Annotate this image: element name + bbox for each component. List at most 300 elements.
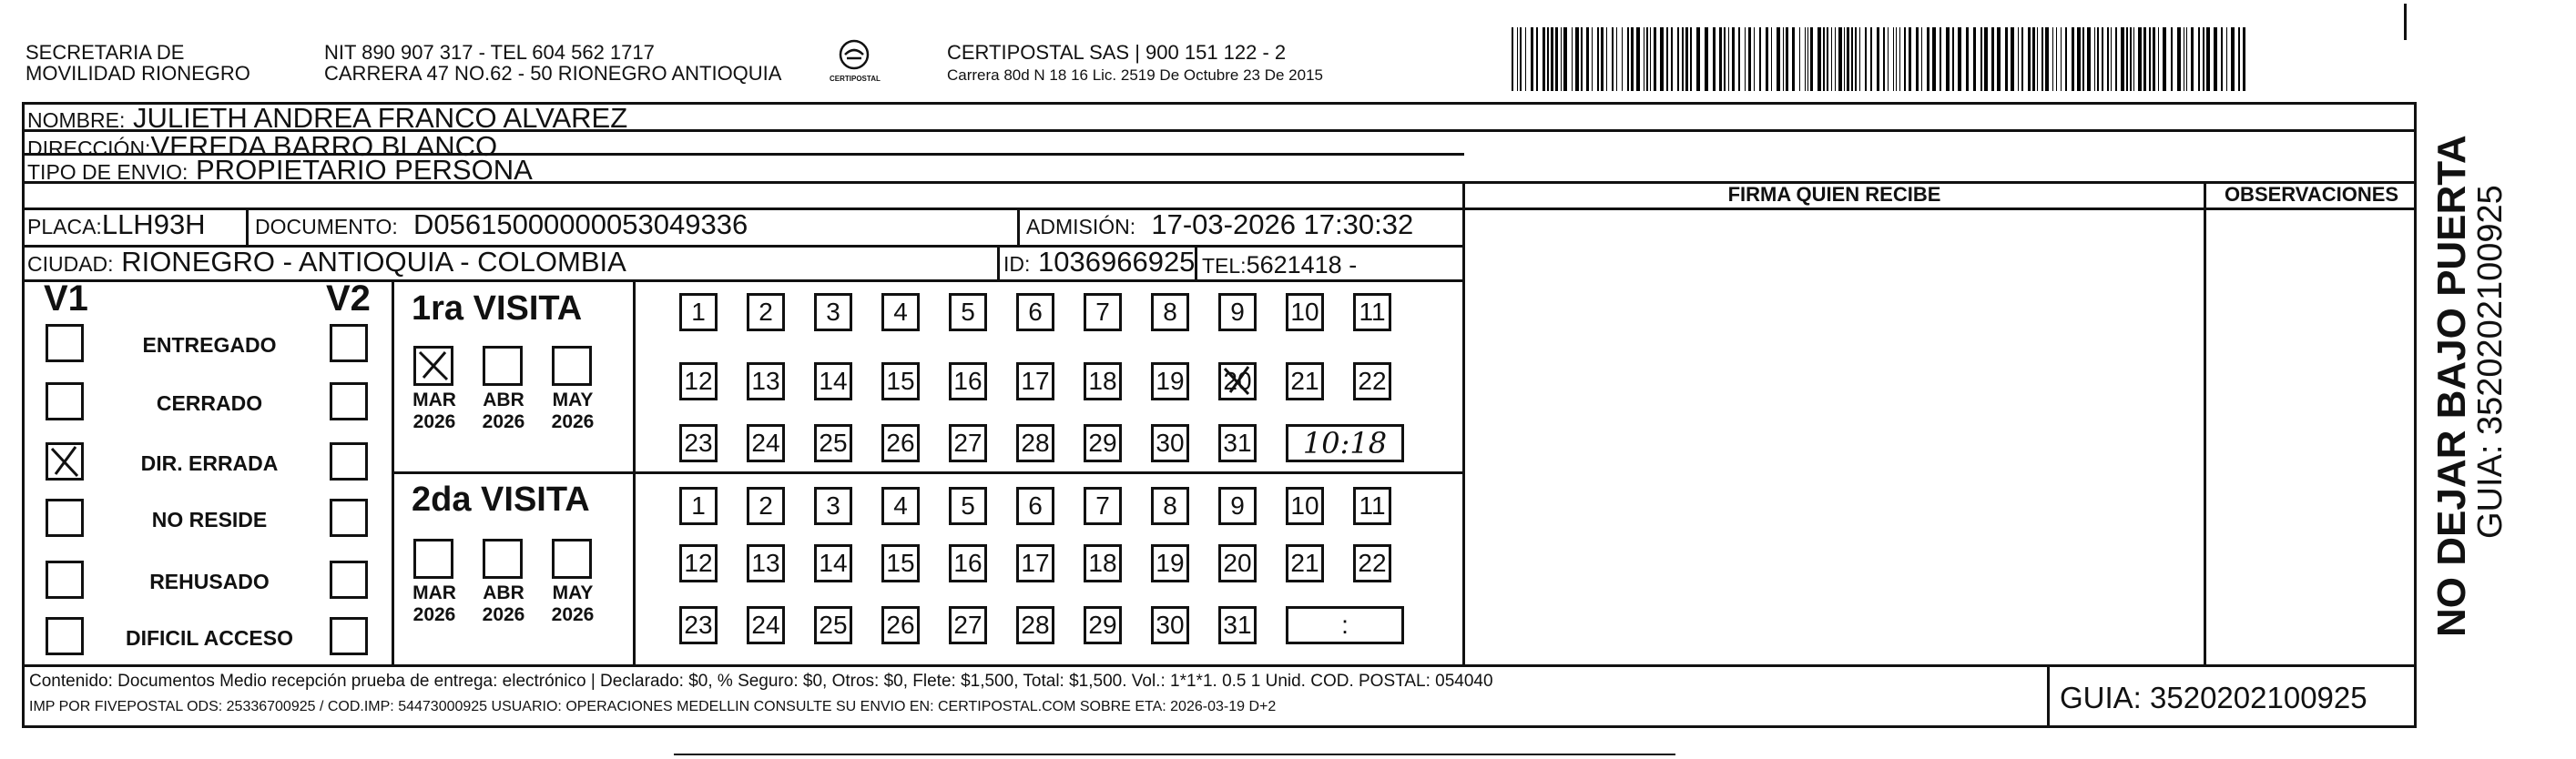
barcode-bar (1543, 27, 1545, 91)
day-cell[interactable]: 27 (949, 606, 987, 644)
v2-checkbox[interactable] (330, 561, 368, 599)
month-year: 2026 (551, 411, 595, 432)
month-label (541, 582, 605, 626)
v2-checkbox[interactable] (330, 499, 368, 537)
sender-name-line1: SECRETARIA DE (25, 41, 185, 64)
barcode-bar (1865, 27, 1867, 91)
barcode-bar (1606, 27, 1607, 91)
status-label: DIR. ERRADA (140, 451, 279, 475)
barcode-bar (1973, 27, 1976, 91)
day-cell[interactable]: 4 (881, 487, 920, 525)
barcode-bar (1597, 27, 1599, 91)
barcode-bar (1810, 27, 1813, 91)
v2-header: V2 (326, 278, 371, 319)
day-cell[interactable]: 23 (679, 424, 718, 462)
barcode-bar (1932, 27, 1936, 91)
day-cell[interactable]: 20 (1218, 544, 1257, 582)
barcode-bar (2028, 27, 2031, 91)
barcode-bar (1792, 27, 1795, 91)
day-cell[interactable]: 7 (1084, 487, 1122, 525)
barcode-bar (2153, 27, 2155, 91)
status-label: NO RESIDE (151, 508, 268, 531)
month-year: 2026 (482, 604, 525, 625)
barcode-bar (2041, 27, 2043, 91)
day-cell[interactable]: 7 (1084, 293, 1122, 331)
barcode-bar (2102, 27, 2103, 91)
barcode-bar (1646, 27, 1648, 91)
day-cell[interactable]: 2 (747, 293, 785, 331)
barcode-bar (2243, 27, 2245, 91)
barcode-bar (1940, 27, 1941, 91)
barcode-bar (2097, 27, 2099, 91)
status-label: DIFICIL ACCESO (125, 626, 293, 650)
day-cell[interactable]: 30 (1151, 424, 1189, 462)
day-cell[interactable]: 29 (1084, 424, 1122, 462)
day-cell[interactable]: 13 (747, 544, 785, 582)
day-cell[interactable]: 17 (1016, 544, 1054, 582)
barcode-bar (1851, 27, 1853, 91)
barcode-bar (1671, 27, 1673, 91)
month-label (402, 582, 466, 626)
barcode-bar (1631, 27, 1634, 91)
margin-tick (2404, 4, 2407, 40)
admision-row (1026, 209, 1413, 242)
month-checkbox[interactable] (413, 539, 453, 579)
barcode-bar (1561, 27, 1562, 91)
day-cell[interactable]: 25 (814, 606, 852, 644)
day-cell[interactable]: 27 (949, 424, 987, 462)
month-label (472, 390, 535, 433)
barcode-bar (2011, 27, 2014, 91)
barcode-bar (1916, 27, 1919, 91)
day-cell[interactable]: 16 (949, 544, 987, 582)
barcode-bar (1966, 27, 1969, 91)
barcode-bar (1654, 27, 1656, 91)
barcode-bar (2005, 27, 2008, 91)
barcode-bar (2226, 27, 2227, 91)
barcode-bar (1650, 27, 1651, 91)
day-cell[interactable]: 1 (679, 487, 718, 525)
barcode-bar (2052, 27, 2053, 91)
barcode-bar (2082, 27, 2084, 91)
barcode-bar (1927, 27, 1929, 91)
nombre-value: JULIETH ANDREA FRANCO ALVAREZ (132, 102, 628, 134)
no-dejar-text: NO DEJAR BAJO PUERTA (2429, 135, 2474, 637)
day-cell[interactable]: 13 (747, 362, 785, 400)
day-cell[interactable]: 31 (1218, 424, 1257, 462)
barcode-bar (2045, 27, 2049, 91)
barcode-bar (1984, 27, 1988, 91)
month-label (541, 390, 605, 433)
barcode-bar (1958, 27, 1961, 91)
barcode-bar (2107, 27, 2109, 91)
barcode-bar (1575, 27, 1579, 91)
day-cell[interactable]: 16 (949, 362, 987, 400)
barcode-bar (2056, 27, 2057, 91)
v1-checkbox[interactable] (46, 442, 84, 481)
barcode-bar (2138, 27, 2142, 91)
barcode-bar (2203, 27, 2204, 91)
day-cell[interactable]: 21 (1286, 362, 1324, 400)
day-cell[interactable]: 3 (814, 293, 852, 331)
barcode-bar (2143, 27, 2146, 91)
firma-header: FIRMA QUIEN RECIBE (1727, 183, 1941, 206)
barcode-bar (1777, 27, 1780, 91)
day-cell[interactable]: 19 (1151, 362, 1189, 400)
placa-row (27, 209, 206, 242)
barcode-bar (2111, 27, 2112, 91)
barcode-bar (2021, 27, 2023, 91)
col-divider (997, 245, 1000, 279)
barcode-bar (1616, 27, 1617, 91)
day-cell[interactable]: 26 (881, 424, 920, 462)
id-label: ID: (1003, 252, 1031, 276)
barcode-bar (1547, 27, 1549, 91)
day-cell[interactable]: 20 (1218, 362, 1257, 400)
barcode-bar (1719, 27, 1722, 91)
day-cell[interactable]: 3 (814, 487, 852, 525)
day-cell[interactable]: 21 (1286, 544, 1324, 582)
barcode-bar (1870, 27, 1872, 91)
barcode-bar (1531, 27, 1533, 91)
barcode-bar (1601, 27, 1604, 91)
barcode-bar (1592, 27, 1593, 91)
month-checkbox[interactable] (413, 346, 453, 386)
barcode-bar (1835, 27, 1836, 91)
content-line: Contenido: Documentos Medio recepción prueba de entrega: electrónico | Declarado: $0, % Seguro: $0, Otros: $0, Flete: $1,500, Total: $1,500. Vol.: 1*1*1. 0.5 1 Unid. COD. POSTAL: 054040 (29, 672, 1493, 691)
barcode-bar (2221, 27, 2223, 91)
barcode-bar (1823, 27, 1825, 91)
barcode-bar (1705, 27, 1708, 91)
day-cell[interactable]: 22 (1353, 362, 1391, 400)
barcode-bar (1786, 27, 1788, 91)
barcode-bar (1847, 27, 1849, 91)
documento-value: D05615000000053049336 (412, 208, 748, 240)
barcode-bar (1551, 27, 1553, 91)
barcode-bar (1517, 27, 1518, 91)
day-cell[interactable]: 18 (1084, 362, 1122, 400)
barcode-bar (1666, 27, 1668, 91)
day-cell[interactable]: 28 (1016, 424, 1054, 462)
bottom-edge-line (674, 754, 1675, 755)
row-divider (22, 664, 2417, 667)
barcode-bar (1952, 27, 1954, 91)
barcode-bar (2177, 27, 2181, 91)
day-cell[interactable]: 24 (747, 606, 785, 644)
barcode-bar (1563, 27, 1567, 91)
v1-checkbox[interactable] (46, 617, 84, 655)
barcode-bar (1838, 27, 1842, 91)
barcode-bar (1696, 27, 1700, 91)
barcode-bar (1896, 27, 1897, 91)
day-cell[interactable]: 14 (814, 362, 852, 400)
day-cell[interactable]: 30 (1151, 606, 1189, 644)
barcode-bar (1520, 27, 1522, 91)
barcode-bar (2191, 27, 2194, 91)
day-cell[interactable]: 11 (1353, 487, 1391, 525)
day-cell[interactable]: 25 (814, 424, 852, 462)
tel-label: TEL: (1202, 254, 1247, 278)
day-cell[interactable]: 17 (1016, 362, 1054, 400)
tel-row (1202, 249, 1357, 281)
barcode-bar (1512, 27, 1513, 91)
admision-label: ADMISIÓN: (1026, 215, 1136, 238)
id-value: 1036966925 (1038, 246, 1196, 278)
day-cell[interactable]: 8 (1151, 293, 1189, 331)
day-cell[interactable]: 6 (1016, 293, 1054, 331)
barcode (1512, 27, 2249, 91)
month-checkbox[interactable] (483, 539, 523, 579)
barcode-bar (1724, 27, 1726, 91)
month-year: 2026 (551, 604, 595, 625)
barcode-bar (1636, 27, 1640, 91)
documento-label: DOCUMENTO: (255, 215, 398, 238)
barcode-bar (2126, 27, 2128, 91)
ciudad-value: RIONEGRO - ANTIOQUIA - COLOMBIA (121, 246, 626, 278)
month-checkbox[interactable] (552, 346, 592, 386)
barcode-bar (2198, 27, 2200, 91)
barcode-bar (1682, 27, 1684, 91)
month-checkbox[interactable] (552, 539, 592, 579)
barcode-bar (2238, 27, 2240, 91)
day-cell[interactable]: 18 (1084, 544, 1122, 582)
month-name: ABR (483, 582, 524, 603)
barcode-bar (2061, 27, 2062, 91)
col-divider (2047, 664, 2050, 728)
barcode-bar (1677, 27, 1679, 91)
barcode-bar (2072, 27, 2074, 91)
barcode-bar (1622, 27, 1623, 91)
barcode-bar (1728, 27, 1729, 91)
ciudad-row (27, 247, 626, 279)
col-divider (2204, 181, 2206, 664)
barcode-bar (1893, 27, 1894, 91)
barcode-bar (2094, 27, 2095, 91)
barcode-bar (2065, 27, 2067, 91)
side-guia-text: GUIA: 3520202100925 (2471, 185, 2510, 539)
barcode-bar (1888, 27, 1889, 91)
day-cell[interactable]: 10 (1286, 293, 1324, 331)
admision-value: 17-03-2026 17:30:32 (1151, 208, 1414, 240)
v1-checkbox[interactable] (46, 499, 84, 537)
day-cell[interactable]: 11 (1353, 293, 1391, 331)
status-label: ENTREGADO (142, 333, 277, 357)
barcode-bar (1859, 27, 1860, 91)
barcode-bar (2087, 27, 2091, 91)
day-cell[interactable]: 15 (881, 362, 920, 400)
barcode-bar (1766, 27, 1768, 91)
time-field[interactable]: : (1286, 606, 1404, 644)
barcode-bar (2032, 27, 2035, 91)
month-label (402, 390, 466, 433)
barcode-bar (1921, 27, 1922, 91)
barcode-bar (2231, 27, 2235, 91)
tipo-value: PROPIETARIO PERSONA (196, 154, 533, 186)
barcode-bar (1807, 27, 1808, 91)
tel-value: 5621418 - (1246, 251, 1358, 278)
barcode-bar (1831, 27, 1832, 91)
barcode-bar (2149, 27, 2151, 91)
month-name: MAR (412, 390, 456, 410)
barcode-bar (2186, 27, 2187, 91)
barcode-bar (1690, 27, 1692, 91)
barcode-bar (1783, 27, 1784, 91)
guia-footer: GUIA: 3520202100925 (2060, 681, 2367, 714)
day-cell[interactable]: 22 (1353, 544, 1391, 582)
col-divider (246, 207, 249, 245)
barcode-bar (1748, 27, 1751, 91)
barcode-bar (1980, 27, 1982, 91)
barcode-bar (2130, 27, 2132, 91)
barcode-bar (1899, 27, 1900, 91)
barcode-bar (1536, 27, 1538, 91)
barcode-bar (2171, 27, 2173, 91)
barcode-bar (1997, 27, 2001, 91)
status-label: REHUSADO (149, 570, 270, 593)
barcode-bar (1685, 27, 1688, 91)
day-cell[interactable]: 6 (1016, 487, 1054, 525)
day-cell[interactable]: 19 (1151, 544, 1189, 582)
observaciones-header: OBSERVACIONES (2224, 183, 2399, 206)
day-cell[interactable]: 8 (1151, 487, 1189, 525)
barcode-bar (1771, 27, 1772, 91)
documento-row (255, 209, 748, 242)
tipo-label: TIPO DE ENVIO: (27, 160, 188, 184)
v1-header: V1 (44, 278, 88, 319)
day-cell[interactable]: 2 (747, 487, 785, 525)
col-divider (1195, 245, 1197, 279)
month-name: MAR (412, 582, 456, 603)
day-cell[interactable]: 24 (747, 424, 785, 462)
day-cell[interactable]: 14 (814, 544, 852, 582)
barcode-bar (1612, 27, 1614, 91)
barcode-bar (1909, 27, 1911, 91)
barcode-bar (2214, 27, 2217, 91)
nombre-label: NOMBRE: (27, 108, 126, 132)
day-cell[interactable]: 9 (1218, 487, 1257, 525)
barcode-bar (1627, 27, 1629, 91)
day-cell[interactable]: 12 (679, 362, 718, 400)
month-checkbox[interactable] (483, 346, 523, 386)
placa-value: LLH93H (101, 208, 206, 240)
barcode-bar (1586, 27, 1589, 91)
barcode-bar (1738, 27, 1740, 91)
header-underline (1462, 207, 2417, 210)
v1-checkbox[interactable] (46, 382, 84, 420)
day-cell[interactable]: 1 (679, 293, 718, 331)
company-line: CERTIPOSTAL SAS | 900 151 122 - 2 (947, 41, 1287, 64)
day-cell[interactable]: 29 (1084, 606, 1122, 644)
status-label: CERRADO (156, 391, 263, 415)
day-cell[interactable]: 26 (881, 606, 920, 644)
barcode-bar (1555, 27, 1558, 91)
id-row (1003, 247, 1195, 279)
month-year: 2026 (482, 411, 525, 432)
day-cell[interactable]: 10 (1286, 487, 1324, 525)
barcode-bar (1799, 27, 1800, 91)
month-year: 2026 (412, 411, 456, 432)
barcode-bar (1581, 27, 1583, 91)
barcode-bar (1817, 27, 1821, 91)
barcode-bar (1855, 27, 1857, 91)
imp-line: IMP POR FIVEPOSTAL ODS: 25336700925 / COD.IMP: 54473000925 USUARIO: OPERACIONES MEDELLIN CONSULTE SU ENVIO EN: CERTIPOSTAL.COM SOBRE ETA: 2026-03-19 D+2 (29, 699, 1277, 714)
barcode-bar (2133, 27, 2134, 91)
nit-line: NIT 890 907 317 - TEL 604 562 1717 (324, 41, 655, 64)
barcode-bar (1877, 27, 1879, 91)
month-name: MAY (552, 582, 594, 603)
visit-divider (392, 471, 1462, 474)
barcode-bar (1904, 27, 1906, 91)
v2-checkbox[interactable] (330, 382, 368, 420)
sender-name-line2: MOVILIDAD RIONEGRO (25, 62, 250, 85)
barcode-bar (2115, 27, 2117, 91)
barcode-bar (1827, 27, 1828, 91)
barcode-bar (1745, 27, 1746, 91)
time-field[interactable]: 10:18 (1286, 424, 1404, 462)
barcode-bar (2163, 27, 2166, 91)
barcode-bar (1844, 27, 1845, 91)
barcode-bar (2077, 27, 2081, 91)
month-name: MAY (552, 390, 594, 410)
v1-checkbox[interactable] (46, 324, 84, 362)
barcode-bar (2206, 27, 2210, 91)
second-visit-title: 2da VISITA (412, 481, 590, 519)
barcode-bar (2158, 27, 2159, 91)
v2-checkbox[interactable] (330, 617, 368, 655)
barcode-bar (1660, 27, 1664, 91)
tipo-row (27, 155, 533, 187)
day-cell[interactable]: 5 (949, 293, 987, 331)
barcode-bar (2037, 27, 2038, 91)
day-cell[interactable]: 28 (1016, 606, 1054, 644)
v2-checkbox[interactable] (330, 442, 368, 481)
day-cell[interactable]: 15 (881, 544, 920, 582)
col-divider (1017, 207, 1020, 245)
day-cell[interactable]: 12 (679, 544, 718, 582)
barcode-bar (1759, 27, 1761, 91)
first-visit-title: 1ra VISITA (412, 289, 583, 328)
address-line: CARRERA 47 NO.62 - 50 RIONEGRO ANTIOQUIA (324, 62, 782, 85)
month-year: 2026 (412, 604, 456, 625)
certipostal-logo (827, 36, 881, 87)
day-cell[interactable]: 31 (1218, 606, 1257, 644)
barcode-bar (1946, 27, 1950, 91)
license-line: Carrera 80d N 18 16 Lic. 2519 De Octubre 23 De 2015 (947, 66, 1323, 84)
barcode-bar (1572, 27, 1573, 91)
barcode-bar (1713, 27, 1716, 91)
col-divider (1462, 181, 1465, 664)
day-cell[interactable]: 9 (1218, 293, 1257, 331)
barcode-bar (2018, 27, 2019, 91)
barcode-bar (2121, 27, 2124, 91)
barcode-bar (1525, 27, 1526, 91)
day-cell[interactable]: 23 (679, 606, 718, 644)
barcode-bar (1732, 27, 1735, 91)
v2-checkbox[interactable] (330, 324, 368, 362)
barcode-bar (1805, 27, 1806, 91)
month-label (472, 582, 535, 626)
day-cell[interactable]: 5 (949, 487, 987, 525)
direccion-label: DIRECCIÓN: (27, 137, 151, 160)
logo-text: CERTIPOSTAL (830, 75, 881, 83)
ciudad-label: CIUDAD: (27, 252, 114, 276)
v1-checkbox[interactable] (46, 561, 84, 599)
day-cell[interactable]: 4 (881, 293, 920, 331)
barcode-bar (1883, 27, 1885, 91)
direccion-value: VEREDA BARRO BLANCO (150, 130, 498, 162)
barcode-bar (1754, 27, 1755, 91)
barcode-bar (1991, 27, 1994, 91)
